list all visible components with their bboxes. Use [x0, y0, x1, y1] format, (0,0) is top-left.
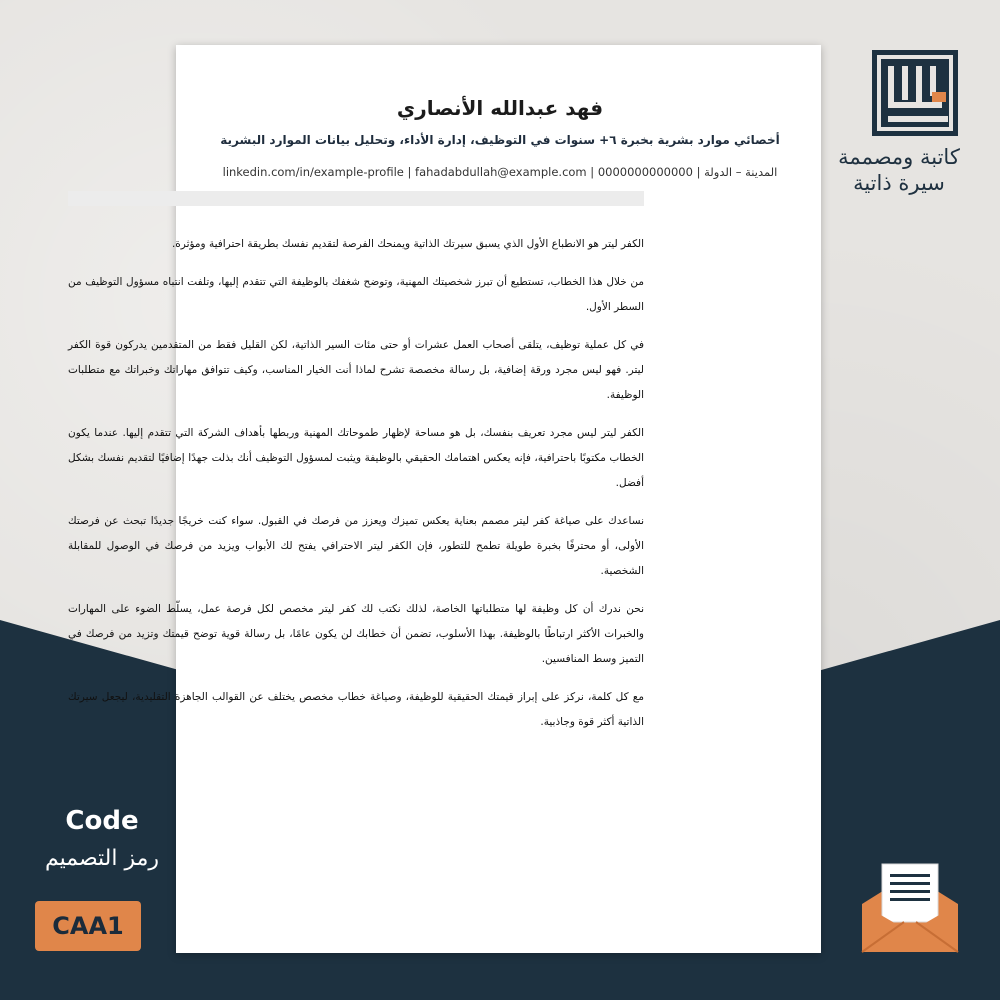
- cover-letter-body: [68, 232, 644, 748]
- paragraph: نحن ندرك أن كل وظيفة لها متطلباتها الخاصة، لذلك نكتب لك كفر ليتر مخصص لكل فرصة عمل، يسلّط الضوء على المهارات والخبرات الأكثر ارتباطًا بالوظيفة. بهذا الأسلوب، تضمن أن خطابك لن يكون عامًا، بل رسالة قوية توضح قيمتك وتزيد من فرصك في التميز وسط المنافسين.: [68, 603, 644, 665]
- resume-contact: المدينة – الدولة | linkedin.com/in/example-profile | fahadabdullah@example.com | 0000000000000: [222, 165, 778, 179]
- code-label: Code: [65, 806, 139, 836]
- paragraph: الكفر ليتر هو الانطباع الأول الذي يسبق سيرتك الذاتية ويمنحك الفرصة لتقديم نفسك بطريقة احترافية ومؤثرة.: [171, 238, 644, 250]
- paragraph: من خلال هذا الخطاب، تستطيع أن تبرز شخصيتك المهنية، وتوضح شغفك بالوظيفة التي تتقدم إليها، وتلفت انتباه مسؤول التوظيف من السطر الأول.: [68, 276, 644, 313]
- envelope-letter-icon: [860, 856, 960, 956]
- resume-name: فهد عبدالله الأنصاري: [396, 96, 604, 120]
- brand-title: كاتبة ومصممة: [838, 145, 960, 169]
- code-label-arabic: رمز التصميم: [44, 846, 160, 871]
- paragraph: الكفر ليتر ليس مجرد تعريف بنفسك، بل هو مساحة لإظهار طموحاتك المهنية وربطها بأهداف الشركة التي تتقدم إليها. عندما يكون الخطاب مكتوبًا باحترافية، فإنه يعكس اهتمامك الحقيقي بالوظيفة ويثبت لمسؤول التوظيف أنك بذلت جهدًا إضافيًا لتقديم نفسك بشكل أفضل.: [68, 427, 644, 489]
- kufic-logo-icon: [872, 50, 958, 136]
- paragraph: مع كل كلمة، نركز على إبراز قيمتك الحقيقية للوظيفة، وصياغة خطاب مخصص يختلف عن القوالب الجاهزة التقليدية، ليجعل سيرتك الذاتية أكثر قوة وجاذبية.: [68, 691, 644, 728]
- paragraph: في كل عملية توظيف، يتلقى أصحاب العمل عشرات أو حتى مئات السير الذاتية، لكن القليل فقط من المتقدمين يدركون قوة الكفر ليتر. فهو ليس مجرد ورقة إضافية، بل رسالة مخصصة تشرح لماذا أنت الخيار المناسب، وكيف تتوافق مهاراتك وخبراتك مع متطلبات الوظيفة.: [68, 339, 644, 401]
- resume-headline: أخصائي موارد بشرية بخبرة ٦+ سنوات في التوظيف، إدارة الأداء، وتحليل بيانات الموارد البشرية: [220, 133, 780, 147]
- brand-subtitle: سيرة ذاتية: [853, 171, 945, 195]
- section-divider-bar: [68, 191, 644, 206]
- paragraph: نساعدك على صياغة كفر ليتر مصمم بعناية يعكس تميزك ويعزز من فرصك في القبول. سواء كنت خريجًا جديدًا تبحث عن فرصتك الأولى، أو محترفًا بخبرة طويلة تطمح للتطور، فإن الكفر ليتر الاحترافي يفتح لك الأبواب ويزيد من فرصك في الوصول للمقابلة الشخصية.: [68, 515, 644, 577]
- design-code-badge: CAA1: [35, 901, 141, 951]
